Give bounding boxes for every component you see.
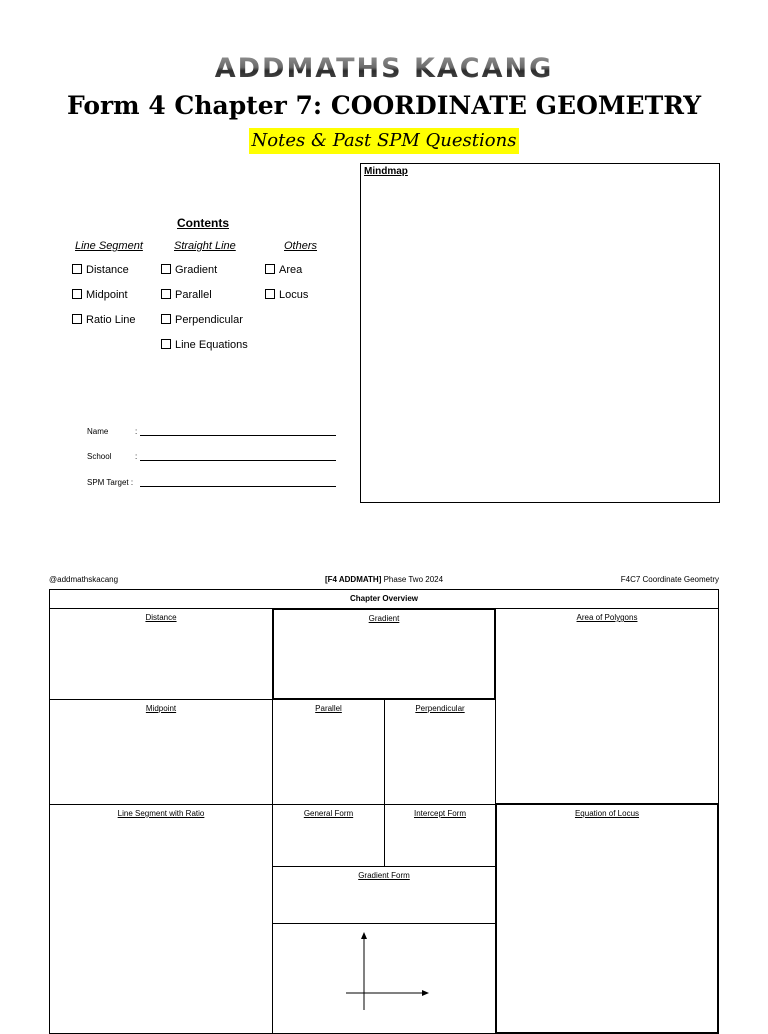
checkbox-icon[interactable] <box>72 314 82 324</box>
subtitle-wrap <box>0 128 768 154</box>
checklist-item-perpendicular[interactable] <box>161 314 243 326</box>
column-heading-straight-line: Straight Line <box>174 240 236 252</box>
checklist-item-ratio-line[interactable] <box>72 314 136 326</box>
cell-equation-of-locus <box>495 803 719 1034</box>
cell-title-gradient-form: Gradient Form <box>358 871 410 880</box>
overview-title-bar <box>49 589 719 609</box>
spm-target-label: SPM Target : <box>87 478 134 487</box>
checklist-item-area[interactable] <box>265 264 302 276</box>
axes-icon <box>273 924 493 1031</box>
checkbox-icon[interactable] <box>72 289 82 299</box>
checkbox-icon[interactable] <box>161 264 171 274</box>
checklist-item-locus[interactable] <box>265 289 308 301</box>
cell-title-perpendicular: Perpendicular <box>415 704 465 713</box>
cell-title-locus: Equation of Locus <box>574 809 640 818</box>
checklist-label: Ratio Line <box>86 314 136 326</box>
checklist-label: Parallel <box>175 289 212 301</box>
checklist-item-parallel[interactable] <box>161 289 212 301</box>
cell-axes-sketch <box>272 923 496 1034</box>
checklist-label: Area <box>279 264 303 276</box>
checkbox-icon[interactable] <box>161 339 171 349</box>
school-label: School <box>87 452 112 461</box>
spm-target-input-line[interactable] <box>140 485 336 487</box>
name-separator: : <box>135 427 138 436</box>
cell-intercept-form <box>384 804 496 867</box>
checkbox-icon[interactable] <box>265 264 275 274</box>
cell-title-distance: Distance <box>145 613 177 622</box>
cell-parallel <box>272 699 385 805</box>
checkbox-icon[interactable] <box>161 314 171 324</box>
checklist-item-distance[interactable] <box>72 264 129 276</box>
page-subtitle: Notes & Past SPM Questions <box>249 128 520 154</box>
cell-perpendicular <box>384 699 496 805</box>
cell-general-form <box>272 804 385 867</box>
checklist-item-midpoint[interactable] <box>72 289 128 301</box>
checkbox-icon[interactable] <box>72 264 82 274</box>
mindmap-box <box>360 163 720 503</box>
cell-title-general-form: General Form <box>303 809 354 818</box>
cell-title-gradient: Gradient <box>368 614 400 623</box>
checklist-label: Locus <box>279 289 309 301</box>
cell-title-area: Area of Polygons <box>576 613 638 622</box>
chapter-code: F4C7 Coordinate Geometry <box>620 575 719 584</box>
school-input-line[interactable] <box>140 459 336 461</box>
name-input-line[interactable] <box>140 434 336 436</box>
contents-title: Contents <box>177 216 229 230</box>
checkbox-icon[interactable] <box>161 289 171 299</box>
cell-title-midpoint: Midpoint <box>145 704 177 713</box>
checklist-item-gradient[interactable] <box>161 264 217 276</box>
mindmap-label: Mindmap <box>364 166 408 177</box>
checkbox-icon[interactable] <box>265 289 275 299</box>
checklist-label: Distance <box>86 264 129 276</box>
phase-text: Phase Two 2024 <box>381 575 444 584</box>
overview-title: Chapter Overview <box>349 594 419 603</box>
checklist-label: Midpoint <box>86 289 128 301</box>
cell-title-parallel: Parallel <box>315 704 342 713</box>
brand-logo-text: ADDMATHS KACANG <box>0 52 768 86</box>
cell-gradient <box>272 608 496 700</box>
cell-gradient-form <box>272 866 496 924</box>
name-label: Name <box>87 427 109 436</box>
cell-line-segment-ratio <box>49 804 273 1034</box>
cell-title-intercept-form: Intercept Form <box>413 809 466 818</box>
column-heading-line-segment: Line Segment <box>75 240 143 252</box>
checklist-item-line-equations[interactable] <box>161 339 248 351</box>
school-separator: : <box>135 452 138 461</box>
cell-title-ratio: Line Segment with Ratio <box>117 809 205 818</box>
checklist-label: Gradient <box>175 264 218 276</box>
page-title: Form 4 Chapter 7: COORDINATE GEOMETRY <box>66 91 702 120</box>
course-code: [F4 ADDMATH] <box>324 575 382 584</box>
checklist-label: Perpendicular <box>175 314 243 326</box>
column-heading-others: Others <box>284 240 318 252</box>
social-handle: @addmathskacang <box>49 575 119 584</box>
cell-distance <box>49 608 273 700</box>
cell-area-of-polygons <box>495 608 719 805</box>
cell-midpoint <box>49 699 273 805</box>
checklist-label: Line Equations <box>175 339 248 351</box>
